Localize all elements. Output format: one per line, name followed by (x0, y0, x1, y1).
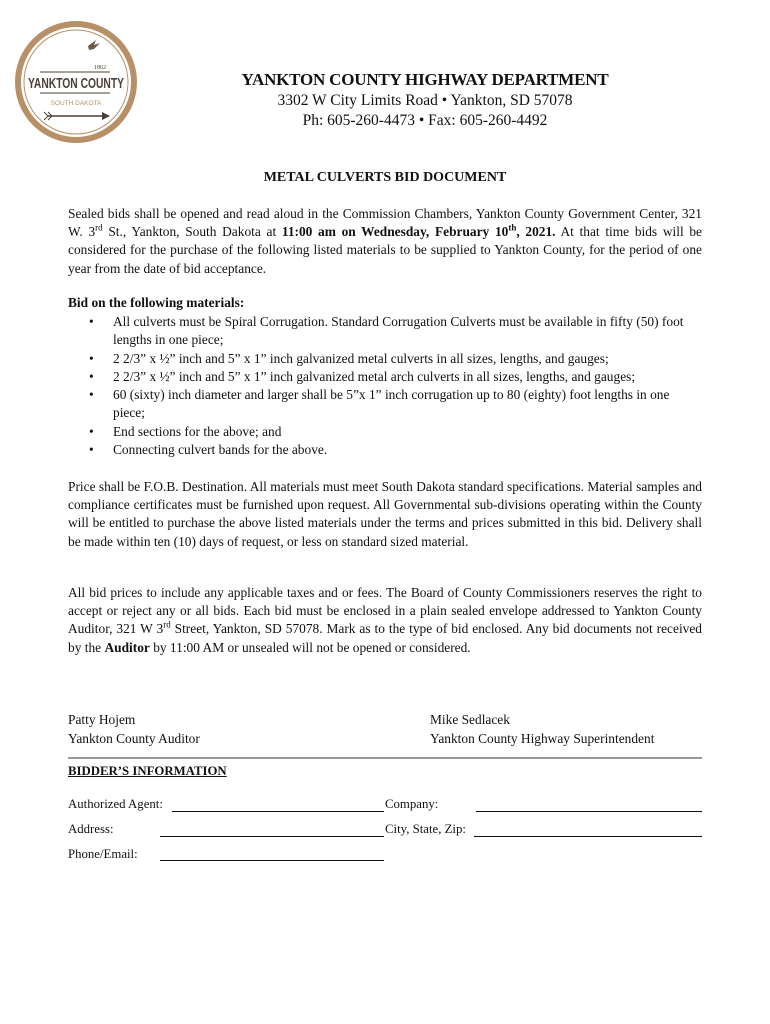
company-label: Company: (385, 797, 439, 811)
svg-text:1862: 1862 (94, 65, 106, 71)
terms-text: All bid prices to include any applicable taxes and or fees. The Board of County Commissioners reserves the right to accept or reject any or all bids. Each bid must be enclosed in a plain sealed envelope addressed to Yankton County Auditor, 321 W 3 (68, 585, 702, 637)
svg-text:YANKTON COUNTY: YANKTON COUNTY (28, 76, 125, 92)
list-item: • Connecting culvert bands for the above. (113, 441, 702, 459)
letterhead (160, 70, 690, 130)
county-seal-icon (14, 20, 138, 144)
bidder-info-heading: BIDDER’S INFORMATION (68, 764, 227, 778)
section-divider (68, 757, 702, 759)
auditor-signature-block (68, 710, 200, 748)
price-paragraph: Price shall be F.O.B. Destination. All materials must meet South Dakota standard specifications. Material samples and compliance certificates must be furnished upon request. All Governmental sub-divisions operating within the County will be entitled to purchase the above listed materials under the terms and prices submitted in this bid. Delivery shall be made within ten (10) days of request, or less on standard sized material. (68, 479, 702, 549)
ordinal-suffix: th (508, 222, 517, 233)
bid-date: 11:00 am on Wednesday, February 10 (281, 224, 509, 240)
department-address: 3302 W City Limits Road • Yankton, SD 57078 (277, 92, 573, 109)
intro-paragraph (68, 205, 702, 278)
auditor-emphasis: Auditor (104, 639, 150, 655)
superintendent-signature-block (430, 710, 654, 748)
address-field[interactable] (160, 822, 384, 837)
city-state-zip-field[interactable] (474, 822, 702, 837)
intro-text: Sealed bids shall be opened and read aloud in the Commission Chambers, Yankton County Government Center, 321 W. 3 (68, 206, 702, 240)
list-item: • 2 2/3” x ½” inch and 5” x 1” inch galvanized metal arch culverts in all sizes, lengths, and gauges; (113, 368, 702, 386)
bid-year: , 2021. (516, 224, 556, 240)
superintendent-title: Yankton County Highway Superintendent (430, 731, 655, 746)
intro-text: At that time bids will be considered for the purchase of the following listed materials to be supplied to Yankton County, for the period of one year from the date of bid acceptance. (68, 224, 702, 276)
list-item: • End sections for the above; and (113, 423, 702, 441)
materials-list (68, 313, 702, 459)
svg-text:SOUTH DAKOTA: SOUTH DAKOTA (50, 100, 102, 107)
ordinal-suffix: rd (95, 222, 103, 233)
intro-text: St., Yankton, South Dakota at (102, 224, 282, 240)
phone-email-label: Phone/Email: (68, 847, 138, 861)
auditor-title: Yankton County Auditor (68, 731, 200, 746)
authorized-agent-label: Authorized Agent: (68, 797, 163, 811)
document-title: METAL CULVERTS BID DOCUMENT (263, 170, 507, 185)
list-item: • 2 2/3” x ½” inch and 5” x 1” inch galvanized metal culverts in all sizes, lengths, and gauges; (113, 350, 702, 368)
materials-heading: Bid on the following materials: (68, 295, 245, 310)
terms-text: by 11:00 AM or unsealed will not be opened or considered. (149, 639, 471, 655)
list-item: • All culverts must be Spiral Corrugation. Standard Corrugation Culverts must be available in fifty (50) foot lengths in one piece; (113, 313, 702, 350)
terms-paragraph (68, 584, 702, 657)
department-title: YANKTON COUNTY HIGHWAY DEPARTMENT (241, 70, 609, 89)
county-logo (14, 20, 138, 144)
department-phone: Ph: 605-260-4473 • Fax: 605-260-4492 (302, 112, 548, 129)
superintendent-name: Mike Sedlacek (430, 712, 510, 727)
terms-text: Street, Yankton, SD 57078. Mark as to the type of bid enclosed. Any bid documents not received by the (68, 621, 702, 655)
authorized-agent-field[interactable] (172, 797, 384, 812)
company-field[interactable] (476, 797, 702, 812)
city-state-zip-label: City, State, Zip: (385, 822, 466, 836)
phone-email-field[interactable] (160, 846, 384, 861)
auditor-name: Patty Hojem (68, 712, 136, 727)
address-label: Address: (68, 822, 114, 836)
ordinal-suffix: rd (163, 619, 171, 630)
list-item: • 60 (sixty) inch diameter and larger shall be 5”x 1” inch corrugation up to 80 (eighty) foot lengths in one piece; (113, 386, 702, 423)
